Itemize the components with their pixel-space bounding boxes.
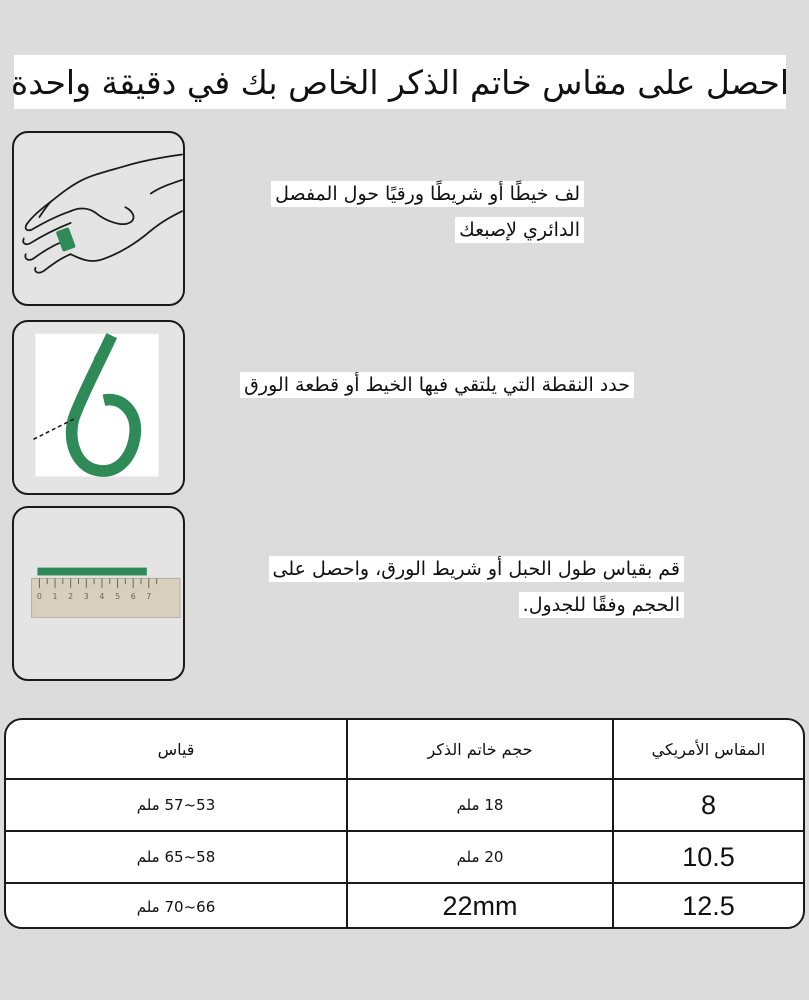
step-2-line-1: حدد النقطة التي يلتقي فيها الخيط أو قطعة الورق [240,372,634,398]
step-2-illustration [12,320,185,495]
ruler-tick-5: 5 [115,591,121,601]
step-1-line-1: لف خيطًا أو شريطًا ورقيًا حول المفصل [271,181,584,207]
ruler-tick-4: 4 [99,591,105,601]
table-cell-ring-size: 18 ملم [456,796,504,814]
step-1-illustration [12,131,185,306]
step-3-text [269,556,685,628]
table-header-ring-size: حجم خاتم الذكر [427,739,533,759]
table-cell-us-size: 12.5 [682,891,735,921]
step-1-text [271,181,584,253]
table-cell-measurement: 66~70 ملم [136,897,216,916]
size-table [4,718,805,929]
ruler-measure-icon [14,508,183,679]
ruler-tick-1: 1 [52,591,58,601]
hand-wrapped-finger-icon [14,133,183,304]
table-cell-ring-size: 20 ملم [456,848,504,866]
ruler-tick-0: 0 [36,591,42,601]
table-cell-measurement: 58~65 ملم [136,848,216,866]
step-3-line-2: الحجم وفقًا للجدول. [519,592,684,618]
table-header-us-size: المقاس الأمريكي [651,739,766,759]
table-cell-ring-size: 22mm [442,891,518,921]
table-header-measurement: قياس [157,739,195,759]
step-1-line-2: الدائري لإصبعك [455,217,584,243]
ruler-tick-2: 2 [68,591,74,601]
ruler-tick-7: 7 [146,591,152,601]
page-title [10,55,790,109]
table-cell-measurement: 53~57 ملم [136,796,216,814]
table-cell-us-size: 8 [700,789,717,820]
step-2-text [240,372,634,408]
step-3-line-1: قم بقياس طول الحبل أو شريط الورق، واحصل على [269,556,685,582]
step-3-illustration [12,506,185,681]
strip-loop-mark-icon [14,322,183,493]
ruler-tick-6: 6 [130,591,136,601]
ruler-tick-3: 3 [83,591,89,601]
page-title-text: احصل على مقاس خاتم الذكر الخاص بك في دقيقة واحدة [10,62,790,102]
table-cell-us-size: 10.5 [682,841,735,872]
